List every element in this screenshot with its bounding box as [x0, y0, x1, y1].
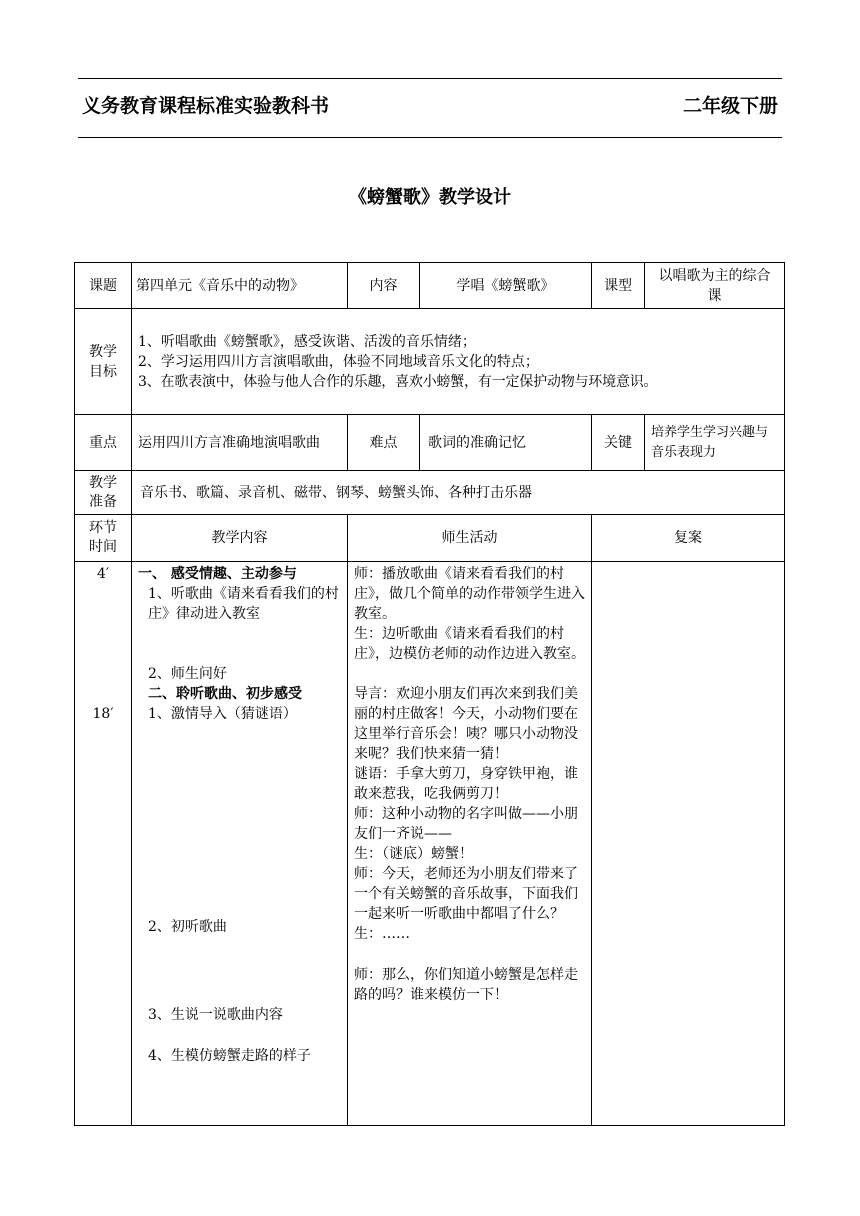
textbook-series: 义务教育课程标准实验教科书	[82, 95, 330, 117]
content-item: 4、生模仿螃蟹走路的样子	[148, 1048, 311, 1064]
content-item: 2、初听歌曲	[148, 919, 227, 935]
difficulty-value: 歌词的准确记忆	[420, 415, 592, 471]
goals-list	[132, 309, 785, 415]
goal-item: 3、在歌表演中，体验与他人合作的乐趣，喜欢小螃蟹，有一定保护动物与环境意识。	[138, 373, 658, 390]
preparation-value: 音乐书、歌篇、录音机、磁带、钢琴、螃蟹头饰、各种打击乐器	[132, 471, 785, 515]
column-review: 复案	[592, 515, 785, 562]
crux-label: 关键	[592, 415, 645, 471]
activity-item: 师：播放歌曲《请来看看我们的村庄》，做几个简单的动作带领学生进入教室。	[354, 566, 585, 622]
goal-item: 2、学习运用四川方言演唱歌曲，体验不同地域音乐文化的特点；	[138, 353, 539, 370]
topic-value: 第四单元《音乐中的动物》	[132, 263, 348, 309]
column-content: 教学内容	[132, 515, 348, 562]
content-item: 1、听歌曲《请来看看我们的村庄》律动进入教室	[148, 586, 339, 622]
lesson-plan-table	[74, 262, 785, 1126]
document-title: 《螃蟹歌》教学设计	[349, 187, 511, 208]
activity-item: 师：今天，老师还为小朋友们带来了一个有关螃蟹的音乐故事，下面我们一起来听一听歌曲中都唱了什么？	[354, 866, 578, 922]
content-item: 3、生说一说歌曲内容	[148, 1007, 283, 1023]
preparation-row	[75, 471, 785, 515]
activity-item: 师：那么，你们知道小螃蟹是怎样走路的吗？谁来模仿一下！	[354, 967, 578, 1003]
focus-row	[75, 415, 785, 471]
preparation-label: 教学准备	[75, 471, 132, 515]
process-row	[75, 562, 785, 1126]
section-heading-2: 二、聆听歌曲、初步感受	[148, 686, 302, 702]
content-value: 学唱《螃蟹歌》	[420, 263, 592, 309]
activity-item: 生：（谜底）螃蟹！	[354, 846, 473, 862]
crux-value: 培养学生学习兴趣与音乐表现力	[645, 415, 785, 471]
content-item: 2、师生问好	[148, 666, 227, 682]
activity-item: 生：……	[354, 926, 410, 942]
goals-row	[75, 309, 785, 415]
column-activity: 师生活动	[348, 515, 592, 562]
time-stage-2: 18′	[92, 706, 114, 722]
topic-row	[75, 263, 785, 309]
content-item: 1、激情导入（猜谜语）	[148, 706, 297, 722]
time-stage-1: 4′	[96, 566, 110, 582]
lesson-type-label: 课型	[592, 263, 645, 309]
activity-cell	[348, 562, 592, 1126]
topic-label: 课题	[75, 263, 132, 309]
time-cell	[75, 562, 132, 1126]
activity-item: 师：这种小动物的名字叫做——小朋友们一齐说——	[354, 806, 578, 842]
review-cell	[592, 562, 785, 1126]
key-point-label: 重点	[75, 415, 132, 471]
content-cell	[132, 562, 348, 1126]
column-time: 环节时间	[75, 515, 132, 562]
content-label: 内容	[348, 263, 420, 309]
activity-item: 谜语：手拿大剪刀，身穿铁甲袍，谁敢来惹我，吃我俩剪刀！	[354, 766, 578, 802]
section-heading-1: 一、 感受情趣、主动参与	[138, 566, 297, 582]
lesson-type-value: 以唱歌为主的综合课	[645, 263, 785, 309]
column-header-row	[75, 515, 785, 562]
grade-label: 二年级下册	[682, 95, 778, 117]
activity-item: 生：边听歌曲《请来看看我们的村庄》，边模仿老师的动作边进入教室。	[354, 626, 585, 662]
goals-label: 教学目标	[75, 309, 132, 415]
header-top-rule	[78, 78, 782, 79]
goal-item: 1、听唱歌曲《螃蟹歌》，感受诙谐、活泼的音乐情绪；	[138, 333, 476, 350]
header-bottom-rule	[78, 137, 782, 138]
difficulty-label: 难点	[348, 415, 420, 471]
key-point-value: 运用四川方言准确地演唱歌曲	[132, 415, 348, 471]
activity-item: 导言：欢迎小朋友们再次来到我们美丽的村庄做客！今天，小动物们要在这里举行音乐会！咦？哪只小动物没来呢？我们快来猜一猜！	[354, 686, 578, 762]
